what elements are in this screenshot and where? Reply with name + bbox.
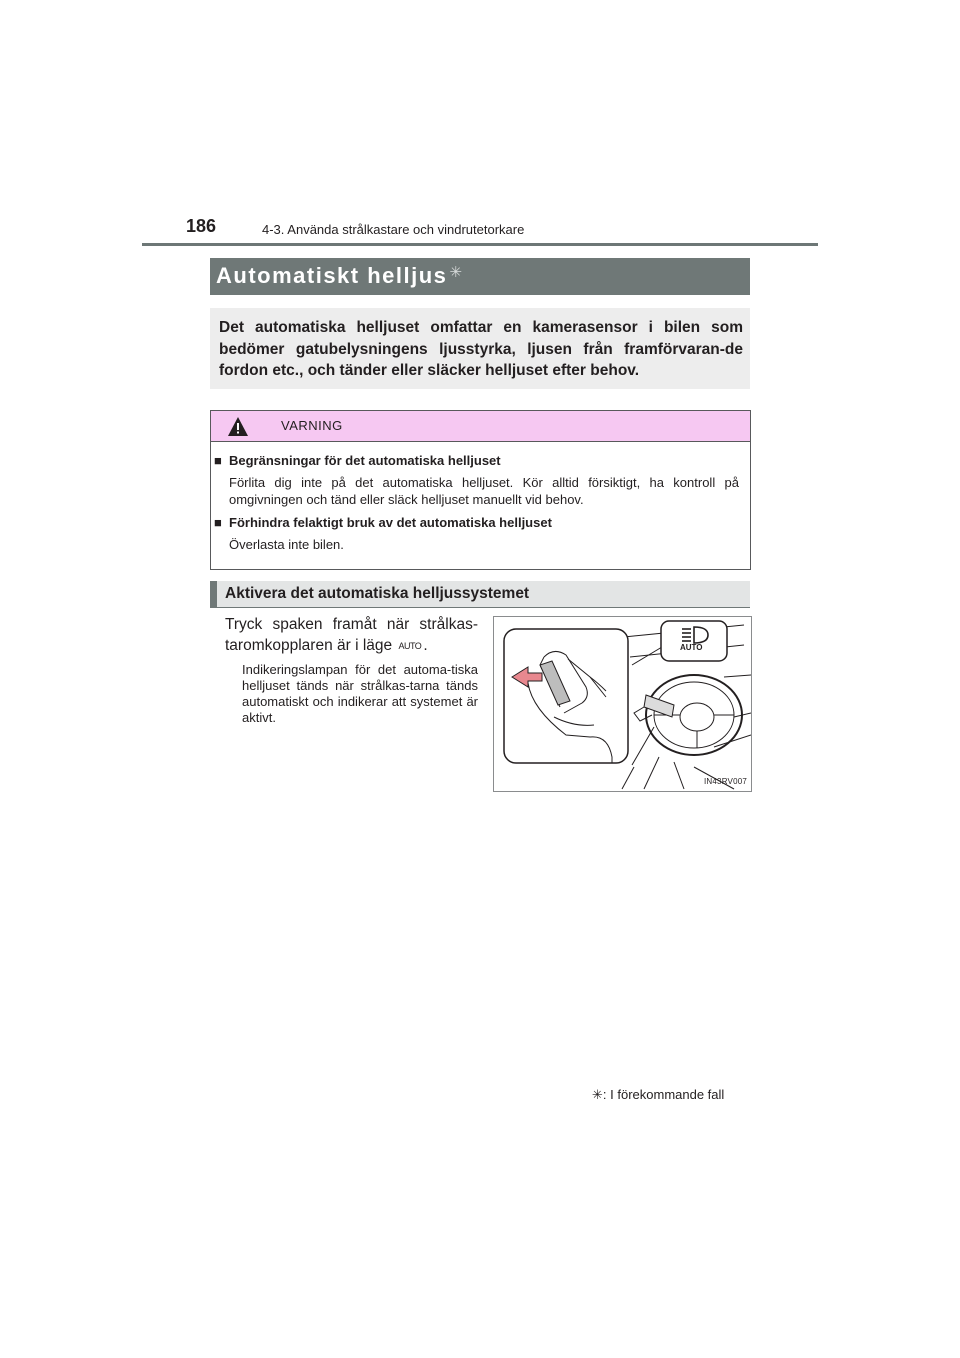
dashboard-drawing [494,617,751,791]
warning-item-body: Förlita dig inte på det automatiska helljuset. Kör alltid försiktigt, ha kontroll på omgivningen och tänd eller släck helljuset manuellt vid behov. [229,475,739,507]
instruction-text [225,614,478,657]
warning-box [210,410,751,570]
section-title: 4-3. Använda strålkastare och vindrutetorkare [262,222,525,237]
asterisk-icon: ✳ [592,1087,603,1102]
warning-item-heading: Begränsningar för det automatiska helljuset [229,453,501,468]
subheading-accent [210,581,217,607]
warning-header [211,411,750,442]
subheading-text: Aktivera det automatiska helljussystemet [225,585,530,602]
warning-item-body: Överlasta inte bilen. [229,537,344,552]
warning-triangle-icon [227,416,249,437]
footnote-text: : I förekommande fall [602,1087,725,1102]
warning-item-heading: Förhindra felaktigt bruk av det automatiska helljuset [229,515,552,530]
square-bullet-icon: ■ [214,453,222,468]
intro-box [210,308,750,389]
footnote [592,1087,724,1103]
asterisk-icon: ✳ [449,264,462,281]
square-bullet-icon: ■ [214,515,222,530]
page-number: 186 [186,216,217,236]
page-title-text: Automatiskt helljus [216,263,448,288]
auto-mode-icon: AUTO [398,641,422,651]
warning-label: VARNING [281,418,343,433]
note-text: Indikeringslampan för det automa-tiska helljuset tänds när strålkas-tarna tänds automatiskt och indikerar att systemet är aktivt. [242,662,478,725]
instruction-after: . [423,637,428,654]
subheading-bar [210,581,750,608]
intro-text: Det automatiska helljuset omfattar en kamerasensor i bilen som bedömer gatubelysningens ljusstyrka, ljusen från framförvaran-de fordon etc., och tänder eller släcker helljuset efter behov. [219,319,743,379]
indicator-auto-label: AUTO [680,643,703,652]
page-title [216,263,462,289]
instruction-before: Tryck spaken framåt när strålkas-taromkopplaren är i läge [225,616,478,654]
header-rule [142,243,818,246]
illustration-code: IN43RV007 [704,777,748,786]
title-bar [210,258,750,295]
lever-illustration [493,616,752,792]
